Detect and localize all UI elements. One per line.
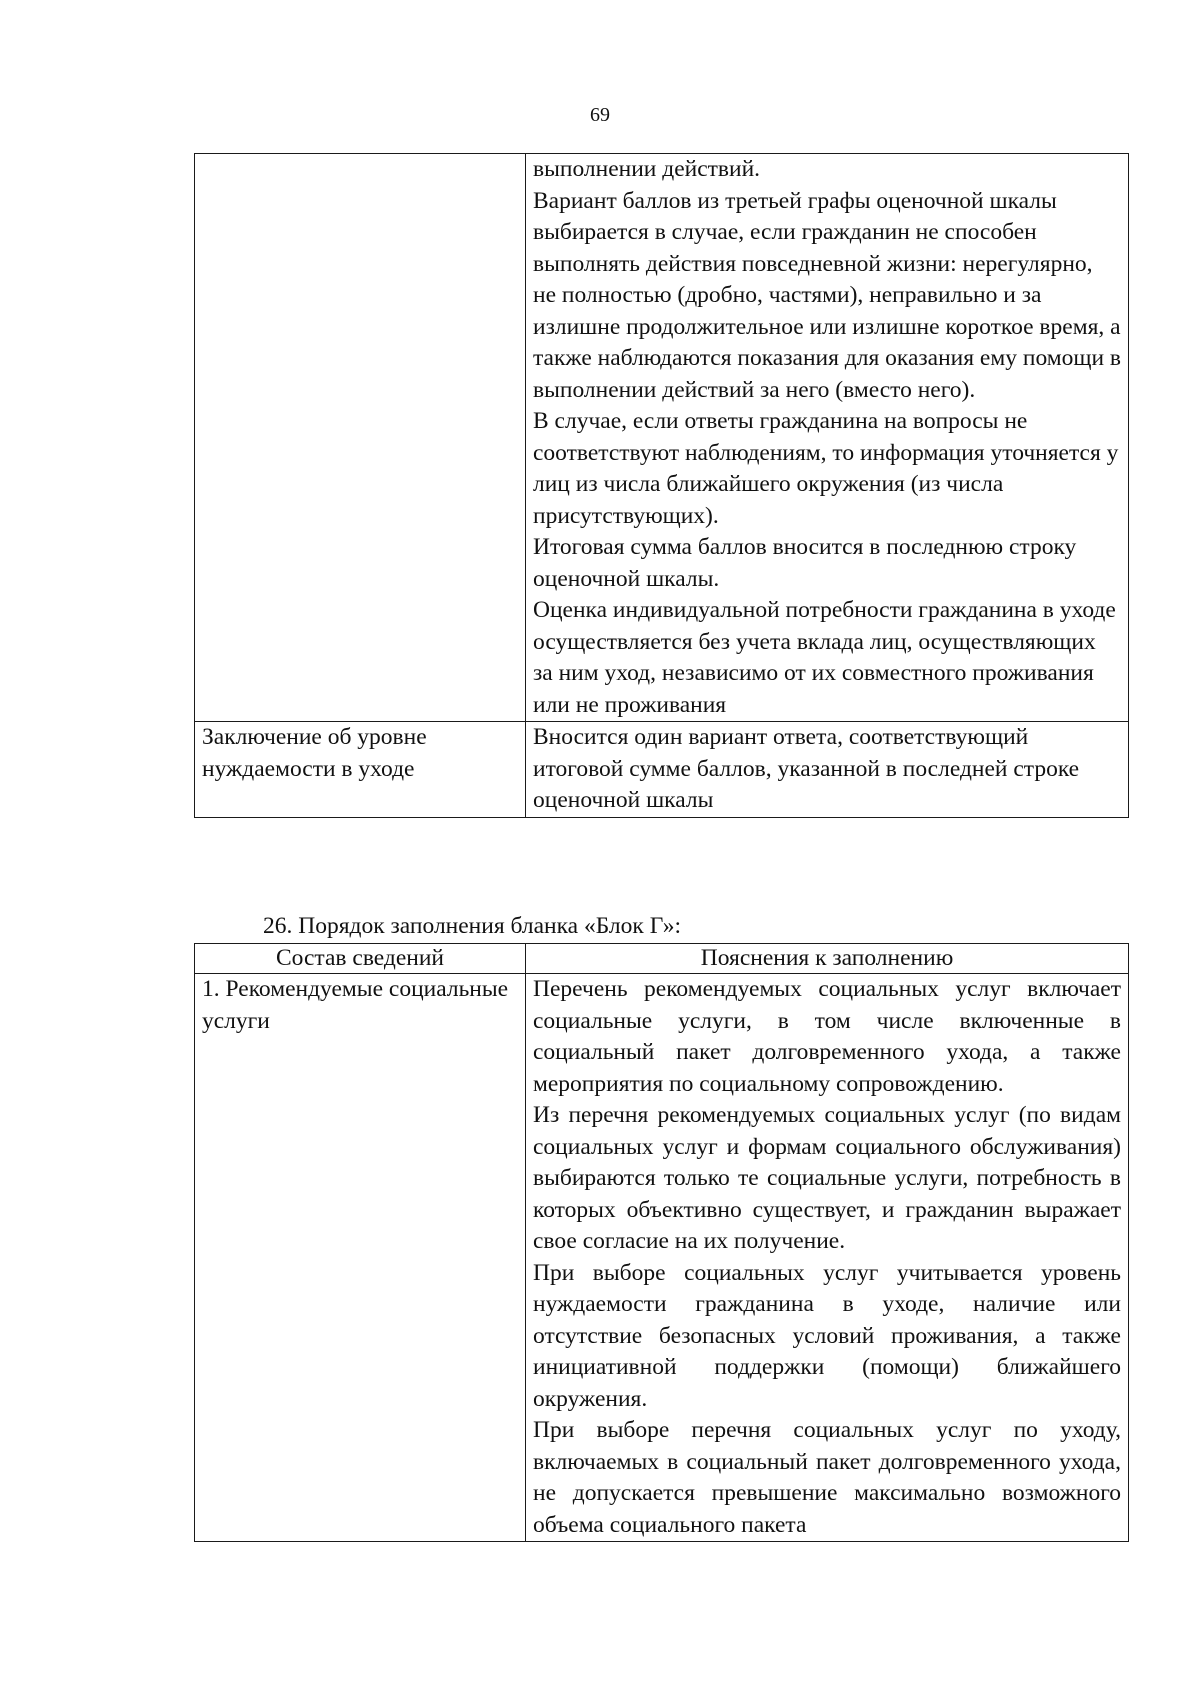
column-header-explanation: Пояснения к заполнению <box>526 944 1129 974</box>
block-g-table <box>194 943 1129 1542</box>
paragraph: выполнении действий. <box>533 156 761 182</box>
table-header-row <box>195 944 1129 974</box>
table-row <box>195 722 1129 818</box>
table-row <box>195 974 1129 1542</box>
table-cell-empty <box>195 154 526 722</box>
column-header-composition: Состав сведений <box>195 944 526 974</box>
paragraph: При выборе перечня социальных услуг по уходу, включаемых в социальный пакет долговременного ухода, не допускается превышение максимально возможного объема социального пакета <box>533 1417 1121 1538</box>
page-number: 69 <box>590 104 610 126</box>
table-cell-explanation <box>526 974 1129 1542</box>
paragraph: Вариант баллов из третьей графы оценочной шкалы выбирается в случае, если гражданин не способен выполнять действия повседневной жизни: нерегулярно, не полностью (дробно, частями), неправильно и за излишне продолжительное или излишне короткое время, а также наблюдаются показания для оказания ему помощи в выполнении действий за него (вместо него). <box>533 187 1122 403</box>
section-heading: 26. Порядок заполнения бланка «Блок Г»: <box>263 913 681 939</box>
paragraph: Оценка индивидуальной потребности гражданина в уходе осуществляется без учета вклада лиц, осуществляющих за ним уход, независимо от их совместного проживания или не проживания <box>533 597 1116 718</box>
paragraph: Из перечня рекомендуемых социальных услуг (по видам социальных услуг и формам социального обслуживания) выбираются только те социальные услуги, потребность в которых объективно существует, и гражданин выражает свое согласие на их получение. <box>533 1102 1121 1254</box>
table-cell-label: 1. Рекомендуемые социальные услуги <box>195 974 526 1542</box>
paragraph: Итоговая сумма баллов вносится в последнюю строку оценочной шкалы. <box>533 534 1077 592</box>
table-cell-explanation: Вносится один вариант ответа, соответствующий итоговой сумме баллов, указанной в последней строке оценочной шкалы <box>526 722 1129 818</box>
paragraph: В случае, если ответы гражданина на вопросы не соответствуют наблюдениям, то информация уточняется у лиц из числа ближайшего окружения (из числа присутствующих). <box>533 408 1119 529</box>
table-row <box>195 154 1129 722</box>
paragraph: Перечень рекомендуемых социальных услуг включает социальные услуги, в том числе включенные в социальный пакет долговременного ухода, а также мероприятия по социальному сопровождению. <box>533 976 1121 1097</box>
continuation-table <box>194 153 1129 818</box>
table-cell-label: Заключение об уровне нуждаемости в уходе <box>195 722 526 818</box>
table-cell-explanation <box>526 154 1129 722</box>
paragraph: При выборе социальных услуг учитывается уровень нуждаемости гражданина в уходе, наличие или отсутствие безопасных условий проживания, а также инициативной поддержки (помощи) ближайшего окружения. <box>533 1259 1121 1412</box>
